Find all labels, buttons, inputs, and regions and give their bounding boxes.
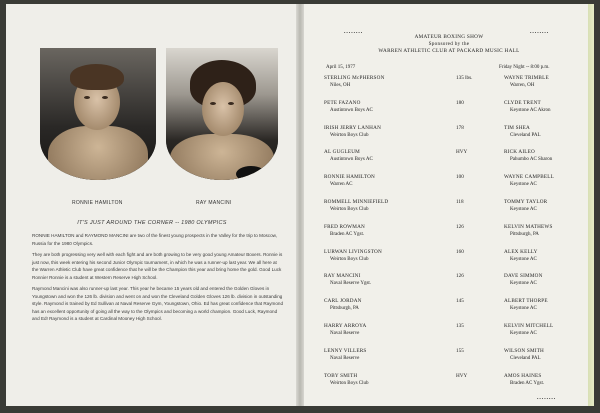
fighter-club: Naval Reserve Ygst. bbox=[330, 281, 372, 287]
fighter-club: Keystone AC bbox=[510, 207, 537, 212]
event-venue: WARREN ATHLETIC CLUB AT PACKARD MUSIC HALL bbox=[378, 48, 520, 55]
caption-ray-mancini: RAY MANCINI bbox=[196, 200, 232, 206]
fighter-club: Pittsburgh, PA bbox=[510, 231, 539, 237]
fighter-club: Weirton Boys Club bbox=[330, 256, 369, 262]
fighter-right bbox=[504, 174, 594, 188]
paragraph: They are both progressing very well with each fight and are both growing to be very good young Amateur Boxers. Ronnie is just now, this week entering his second Junior Olympic tournament, in which he was a runner-up last year. We all here at the Warren Athletic Club have great confidence that he will be the Champion this year and bring home the gold. Good Luck Ronnie! Ronnie is a student at Western Reserve High School. bbox=[32, 252, 283, 280]
fighter-right bbox=[504, 149, 594, 163]
bout-row bbox=[304, 323, 594, 345]
fighter-club: Warren, OH bbox=[510, 83, 535, 88]
weight-class: 178 bbox=[456, 124, 464, 131]
event-date: April 15, 1977 bbox=[326, 65, 356, 70]
fighter-club: Austintown Boys AC bbox=[330, 107, 373, 113]
decorative-stars: •••••••• bbox=[537, 396, 557, 401]
fighter-club: Keystone AC bbox=[510, 331, 537, 336]
fighter-club: Keystone AC bbox=[510, 281, 537, 287]
fighter-name: RICK AILEO bbox=[504, 149, 535, 156]
fighter-name: ALBERT THORPE bbox=[504, 298, 548, 305]
weight-class: HVY bbox=[456, 149, 468, 156]
fighter-left bbox=[324, 75, 444, 89]
fighter-left bbox=[324, 249, 444, 263]
bout-row bbox=[304, 199, 594, 221]
fighter-club: Niles, OH bbox=[330, 83, 351, 88]
fighter-name: TOMMY TAYLOR bbox=[504, 199, 548, 205]
fighter-club: Austintown Boys AC bbox=[330, 157, 373, 163]
fighter-club: Cleveland PAL bbox=[510, 355, 541, 361]
bout-row bbox=[304, 149, 594, 171]
bout-row bbox=[304, 298, 594, 320]
paragraph: RONNIE HAMILTON and RAYMOND MANCINI are two of the finest young prospects in the Valley for the trip to Moscow, Russia for the 1980 Olympics. bbox=[32, 233, 278, 246]
fighter-name: CARL JORDAN bbox=[324, 298, 362, 305]
fighter-club: Braden AC Ygst. bbox=[330, 231, 365, 237]
fighter-name: ALEX KELLY bbox=[504, 248, 538, 255]
fighter-left bbox=[324, 224, 444, 238]
fighter-club: Keystone AC bbox=[510, 306, 537, 312]
fighter-name: PETE FAZANO bbox=[324, 99, 361, 106]
weight-class: 160 bbox=[456, 248, 464, 255]
bout-row bbox=[304, 273, 594, 295]
fighter-club: Warren AC bbox=[330, 182, 353, 188]
fighter-club: Braden AC Ygst. bbox=[510, 380, 545, 386]
bout-row bbox=[304, 100, 594, 122]
fighter-name: STERLING McPHERSON bbox=[324, 75, 385, 81]
paragraph: Raymond Mancini was also runner-up last year. This year he became 15 years old and entered the Golden Gloves in Youngstown and won the 126 lb. division and went on and won the Cleveland Golden Gloves 126 lb. division in outstanding style. Raymond is trained by Ed Sullivan at Naval Reserve Gym, Youngstown, Ohio. Ed has great confidence that Raymond has an excellent opportunity of going all the way to the Olympics and becoming a world champion. Good Luck, Raymond and Ed! Raymond is a student at Cardinal Mooney High School. bbox=[32, 286, 284, 321]
fighter-name: ROMMELL MINNIEFIELD bbox=[324, 199, 389, 205]
fighter-left bbox=[324, 373, 444, 387]
weight-class: 180 bbox=[456, 99, 464, 106]
fighter-club: Keystone AC bbox=[510, 256, 537, 262]
fighter-name: WILSON SMITH bbox=[504, 347, 545, 354]
event-title: AMATEUR BOXING SHOW bbox=[414, 34, 484, 40]
photo-ray-mancini bbox=[166, 48, 278, 180]
bout-row bbox=[304, 224, 594, 246]
fighter-right bbox=[504, 348, 594, 362]
weight-class: 155 bbox=[456, 347, 464, 354]
fighter-name: AL GUGLEUM bbox=[324, 149, 360, 156]
fighter-name: LENNY VILLERS bbox=[324, 347, 367, 354]
fighter-right bbox=[504, 100, 594, 114]
fighter-name: FRED ROWMAN bbox=[324, 223, 365, 230]
fighter-club: Pahumbo AC Sharon bbox=[510, 157, 553, 163]
bout-row bbox=[304, 75, 594, 97]
weight-class: 126 bbox=[456, 223, 464, 230]
fighter-name: WAYNE CAMPBELL bbox=[504, 174, 555, 181]
weight-class: HVY bbox=[456, 372, 468, 379]
fighter-club: Weirton Boys Club bbox=[330, 132, 369, 138]
fighter-name: DAVE SIMMON bbox=[504, 273, 543, 280]
event-header bbox=[304, 34, 594, 56]
fighter-name: CLYDE TRENT bbox=[504, 99, 541, 106]
fighter-right bbox=[504, 323, 594, 337]
back-page-edge bbox=[588, 4, 594, 406]
fighter-right bbox=[504, 373, 594, 387]
fighter-right bbox=[504, 298, 594, 312]
fighter-name: KELVIN MATHEWS bbox=[504, 223, 553, 230]
bout-row bbox=[304, 174, 594, 196]
photo-ronnie-hamilton bbox=[40, 48, 156, 180]
fighter-club: Cleveland PAL bbox=[510, 132, 541, 138]
fighter-right bbox=[504, 75, 594, 89]
fighter-left bbox=[324, 298, 444, 312]
right-page bbox=[304, 4, 594, 406]
fighter-club: Keystone AC bbox=[510, 182, 537, 188]
fighter-left bbox=[324, 273, 444, 287]
left-page bbox=[6, 4, 298, 406]
weight-class: 135 bbox=[456, 323, 464, 329]
bout-row bbox=[304, 348, 594, 370]
program-spread bbox=[6, 4, 594, 406]
fighter-left bbox=[324, 125, 444, 139]
fighter-left bbox=[324, 149, 444, 163]
event-time: Friday Night -- 8:00 p.m. bbox=[499, 65, 550, 70]
weight-class: 100 bbox=[456, 174, 464, 181]
fighter-name: RONNIE HAMILTON bbox=[324, 174, 375, 181]
fighter-name: KELVIN MITCHELL bbox=[504, 323, 554, 329]
decorative-stars: •••••••• bbox=[530, 30, 550, 35]
fighter-club: Weirton Boys Club bbox=[330, 380, 369, 386]
fighter-left bbox=[324, 174, 444, 188]
weight-class: 126 bbox=[456, 273, 464, 280]
fighter-name: IRISH JERRY LANHAN bbox=[324, 124, 382, 131]
bout-row bbox=[304, 249, 594, 271]
fighter-club: Weirton Boys Club bbox=[330, 207, 369, 212]
bout-row bbox=[304, 373, 594, 395]
fighter-left bbox=[324, 100, 444, 114]
fighter-right bbox=[504, 199, 594, 213]
fighter-right bbox=[504, 224, 594, 238]
weight-class: 118 bbox=[456, 199, 464, 205]
headline: IT'S JUST AROUND THE CORNER -- 1980 OLYMPICS bbox=[77, 220, 227, 226]
fighter-left bbox=[324, 323, 444, 337]
fighter-name: AMOS HAINES bbox=[504, 372, 542, 379]
fighter-name: HARRY ARROYA bbox=[324, 323, 367, 329]
weight-class: 135 lbs. bbox=[456, 75, 473, 81]
fighter-left bbox=[324, 199, 444, 213]
article-body bbox=[32, 232, 284, 327]
event-sponsor-line: Sponsored by the bbox=[428, 41, 470, 48]
fighter-name: RAY MANCINI bbox=[324, 273, 361, 280]
fighter-name: WAYNE TRIMBLE bbox=[504, 75, 549, 81]
fighter-right bbox=[504, 273, 594, 287]
fighter-name: LURWAN LIVINGSTON bbox=[324, 248, 382, 255]
fighter-club: Naval Reserve bbox=[330, 355, 360, 361]
fighter-right bbox=[504, 125, 594, 139]
bout-row bbox=[304, 125, 594, 147]
fighter-name: TOBY SMITH bbox=[324, 372, 358, 379]
fighter-right bbox=[504, 249, 594, 263]
weight-class: 145 bbox=[456, 298, 464, 305]
fighter-name: TIM SHEA bbox=[504, 124, 530, 131]
fighter-club: Keystone AC Akron bbox=[510, 107, 551, 113]
fighter-club: Pittsburgh, PA bbox=[330, 306, 359, 312]
fighter-club: Naval Reserve bbox=[330, 331, 360, 336]
caption-ronnie-hamilton: RONNIE HAMILTON bbox=[72, 200, 123, 206]
decorative-stars: •••••••• bbox=[344, 30, 364, 35]
fighter-left bbox=[324, 348, 444, 362]
